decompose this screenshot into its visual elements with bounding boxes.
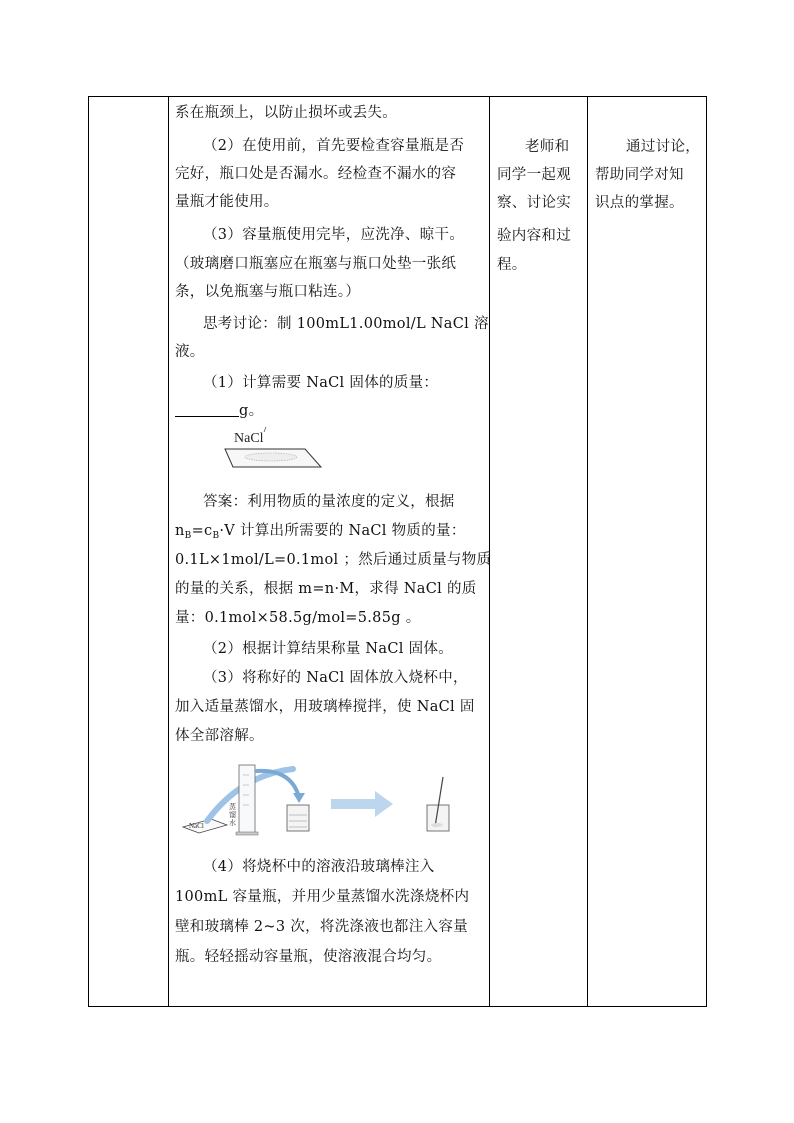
answer-formula-line: $n_B=c_B\cdot V$ 计算出所需要的 NaCl 物质的量： <box>175 523 466 541</box>
step-line: 壁和玻璃棒 2~3 次，将洗涤液也都注入容量 <box>175 919 468 935</box>
text-line: （3）容量瓶使用完毕，应洗净、晾干。 <box>203 227 465 243</box>
lesson-table <box>88 96 707 1007</box>
teacher-line: 验内容和过 <box>497 228 571 244</box>
purpose-line: 通过讨论， <box>626 139 700 155</box>
nacl-weighing-paper-figure <box>219 423 329 471</box>
answer-line: 的量的关系，根据 m=n·M，求得 NaCl 的质 <box>175 581 477 597</box>
dissolving-process-figure <box>181 755 481 845</box>
step-line: （3）将称好的 NaCl 固体放入烧杯中， <box>203 670 468 686</box>
text-line: 思考讨论：制 100mL1.00mol/L NaCl 溶 <box>203 316 489 332</box>
teacher-line: 老师和 <box>525 139 570 155</box>
column-divider-1 <box>168 97 169 1006</box>
unit-text: g。 <box>239 403 264 419</box>
text-line: 系在瓶颈上，以防止损坏或丢失。 <box>175 105 397 121</box>
figure1-nacl-label: NaCl <box>234 431 264 446</box>
water-label-3: 水 <box>229 819 236 827</box>
step-line: （4）将烧杯中的溶液沿玻璃棒注入 <box>203 859 435 875</box>
text-line: （2）在使用前，首先要检查容量瓶是否 <box>203 138 465 154</box>
figure2-nacl-label: NaCl <box>189 822 204 830</box>
text-line: 条，以免瓶塞与瓶口粘连。） <box>175 284 361 300</box>
answer-blank-line <box>175 401 263 421</box>
question-line: （1）计算需要 NaCl 固体的质量： <box>203 375 439 391</box>
step-line: 瓶。轻轻摇动容量瓶，使溶液混合均匀。 <box>175 949 442 965</box>
text-line: 量瓶才能使用。 <box>175 194 279 210</box>
step-line: 100mL 容量瓶，并用少量蒸馏水洗涤烧杯内 <box>175 889 470 905</box>
text-line: （玻璃磨口瓶塞应在瓶塞与瓶口处垫一张纸 <box>175 256 457 272</box>
step-line: 加入适量蒸馏水，用玻璃棒搅拌，使 NaCl 固 <box>175 699 475 715</box>
answer-line: 0.1L×1mol/L=0.1mol ；然后通过质量与物质 <box>175 552 492 568</box>
answer-blank <box>175 402 239 417</box>
column-divider-3 <box>587 97 588 1006</box>
step-line: 体全部溶解。 <box>175 728 264 744</box>
process-arrow <box>331 799 377 809</box>
salt-pile <box>245 453 297 461</box>
purpose-line: 帮助同学对知 <box>595 167 684 183</box>
teacher-line: 察、讨论实 <box>497 195 571 211</box>
purpose-line: 识点的掌握。 <box>595 195 684 211</box>
answer-line: 答案：利用物质的量浓度的定义，根据 <box>203 494 455 510</box>
water-label-2: 馏 <box>229 811 236 819</box>
teacher-line: 程。 <box>497 257 527 273</box>
teacher-line: 同学一起观 <box>497 167 571 183</box>
step-line: （2）根据计算结果称量 NaCl 固体。 <box>203 641 454 657</box>
figure1-tick <box>264 427 266 432</box>
text-line: 完好，瓶口处是否漏水。经检查不漏水的容 <box>175 166 457 182</box>
answer-line: 量：0.1mol×58.5g/mol=5.85g 。 <box>175 610 421 626</box>
water-label-1: 蒸 <box>229 803 236 811</box>
text-line: 液。 <box>175 344 205 360</box>
